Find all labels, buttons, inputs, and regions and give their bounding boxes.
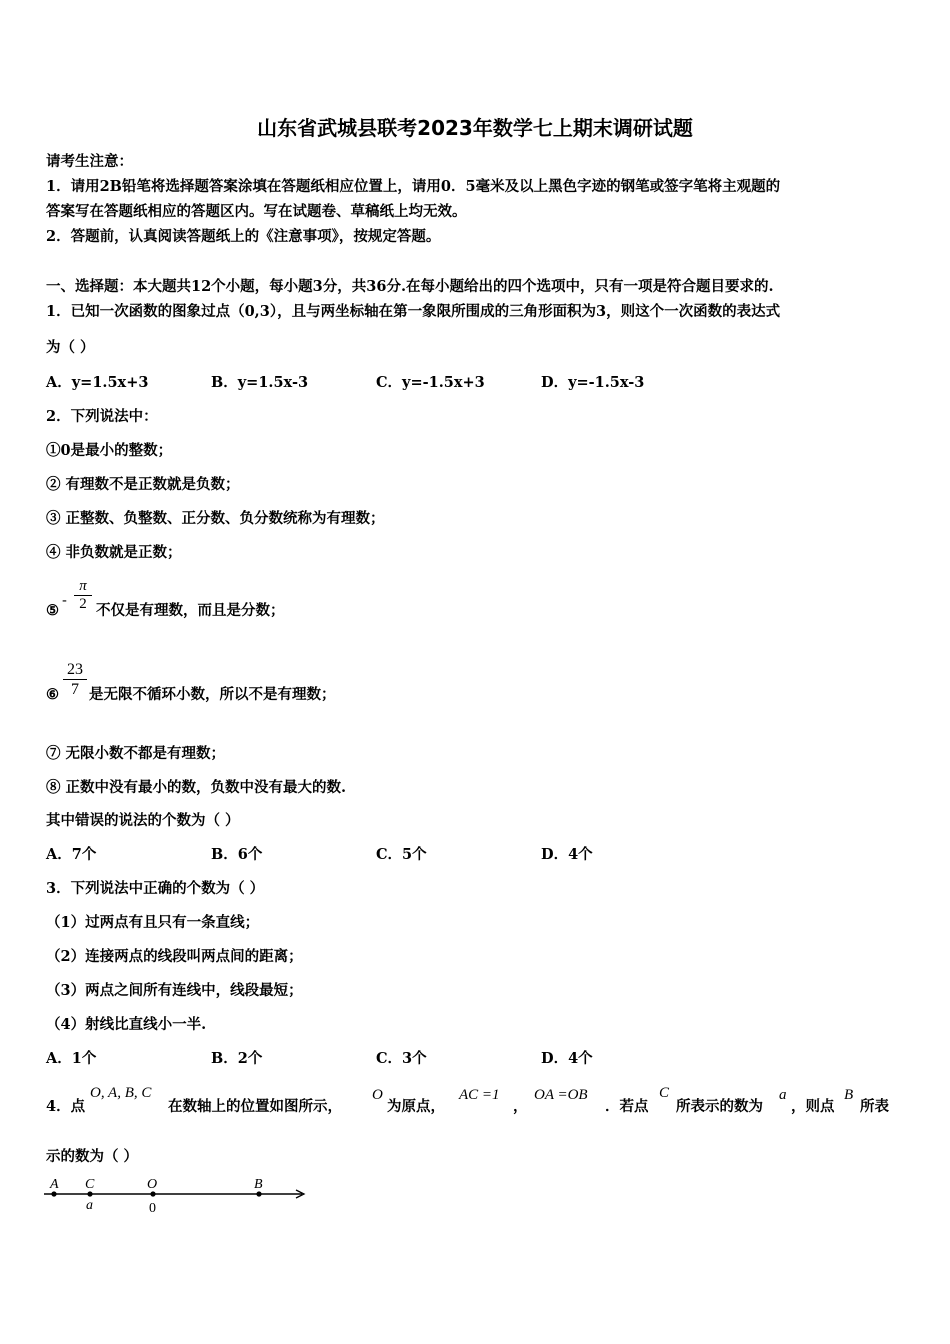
q3-option-b: B．2个 <box>211 1050 263 1067</box>
q4-text-3: 为原点， <box>387 1098 445 1115</box>
notice-line-1a: 1．请用2B铅笔将选择题答案涂填在答题纸相应位置上，请用0．5毫米及以上黑色字迹的钢笔或签字笔将主观题的 <box>46 178 781 195</box>
q4-math-oa-ob: OA =OB <box>534 1087 588 1103</box>
q1-stem-a: 1．已知一次函数的图象过点（0,3），且与两坐标轴在第一象限所围成的三角形面积为3，则这个一次函数的表达式 <box>46 303 781 320</box>
q2-statement-6-mark: ⑥ <box>46 686 59 703</box>
point-o-dot <box>150 1191 155 1196</box>
q3-option-c: C．3个 <box>376 1050 427 1067</box>
q2-statement-5-neg: - <box>62 593 67 609</box>
q3-stem: 3．下列说法中正确的个数为（ ） <box>46 880 265 897</box>
q2-option-c: C．5个 <box>376 846 427 863</box>
q2-statement-6-text: 是无限不循环小数，所以不是有理数； <box>89 686 336 703</box>
notice-heading: 请考生注意： <box>46 153 133 170</box>
fraction-denominator: 2 <box>79 596 87 612</box>
q1-stem-b: 为（ ） <box>46 339 95 356</box>
q4-math-b: B <box>844 1087 854 1103</box>
label-o-value: 0 <box>149 1201 156 1216</box>
q4-text-6: 所表示的数为 <box>676 1098 763 1115</box>
q4-math-ac: AC =1 <box>459 1087 500 1103</box>
q1-option-c: C．y=-1.5x+3 <box>376 374 485 391</box>
q2-statement-5-text: 不仅是有理数，而且是分数； <box>96 602 285 619</box>
q3-statement-1: （1）过两点有且只有一条直线； <box>46 914 260 931</box>
q2-option-b: B．6个 <box>211 846 263 863</box>
q4-math-c: C <box>659 1085 670 1101</box>
fraction-denominator: 7 <box>71 681 79 698</box>
label-a: A <box>50 1177 59 1192</box>
q3-statement-3: （3）两点之间所有连线中，线段最短； <box>46 982 303 999</box>
q3-option-a: A．1个 <box>46 1050 97 1067</box>
notice-line-2: 2．答题前，认真阅读答题纸上的《注意事项》，按规定答题。 <box>46 228 441 245</box>
q2-stem: 2．下列说法中： <box>46 408 158 425</box>
q4-text-4: ， <box>513 1098 528 1115</box>
point-a-dot <box>51 1191 56 1196</box>
q2-statement-5-fraction <box>74 578 92 613</box>
q2-statement-8: ⑧ 正数中没有最小的数，负数中没有最大的数. <box>46 779 347 796</box>
q3-statement-2: （2）连接两点的线段叫两点间的距离； <box>46 948 303 965</box>
q2-statement-6-fraction <box>63 660 87 699</box>
page-title: 山东省武城县联考2023年数学七上期末调研试题 <box>257 116 693 140</box>
q4-math-origin: O <box>372 1087 383 1103</box>
q3-option-d: D．4个 <box>541 1050 593 1067</box>
q4-text-8: 所表 <box>860 1098 889 1115</box>
q4-math-points: O, A, B, C <box>90 1085 152 1101</box>
q3-statement-4: （4）射线比直线小一半. <box>46 1016 207 1033</box>
q4-math-a: a <box>779 1087 787 1103</box>
section-heading: 一、选择题：本大题共12个小题，每小题3分，共36分.在每小题给出的四个选项中，只有一项是符合题目要求的. <box>46 278 774 295</box>
q4-text-7: ，则点 <box>791 1098 835 1115</box>
q4-text-5: ．若点 <box>605 1098 649 1115</box>
label-o: O <box>147 1177 158 1192</box>
q2-statement-1: ①0是最小的整数； <box>46 442 173 459</box>
q2-statement-4: ④ 非负数就是正数； <box>46 544 182 561</box>
point-b-dot <box>256 1191 261 1196</box>
number-line-figure <box>40 1172 310 1218</box>
q1-option-d: D．y=-1.5x-3 <box>541 374 645 391</box>
q2-option-a: A．7个 <box>46 846 97 863</box>
point-c-dot <box>87 1191 92 1196</box>
q4-text-1: 4．点 <box>46 1098 86 1115</box>
q4-stem-b: 示的数为（ ） <box>46 1148 139 1165</box>
q2-statement-3: ③ 正整数、负整数、正分数、负分数统称为有理数； <box>46 510 385 527</box>
label-c-value: a <box>86 1198 93 1213</box>
fraction-numerator: π <box>79 578 87 594</box>
notice-line-1b: 答案写在答题纸相应的答题区内。写在试题卷、草稿纸上均无效。 <box>46 203 467 220</box>
label-b: B <box>254 1177 263 1192</box>
q1-option-b: B．y=1.5x-3 <box>211 374 309 391</box>
fraction-numerator: 23 <box>67 661 83 678</box>
label-c: C <box>85 1177 95 1192</box>
q1-option-a: A．y=1.5x+3 <box>46 374 149 391</box>
q2-option-d: D．4个 <box>541 846 593 863</box>
q2-statement-7: ⑦ 无限小数不都是有理数； <box>46 745 226 762</box>
q4-text-2: 在数轴上的位置如图所示， <box>168 1098 342 1115</box>
q2-statement-5-mark: ⑤ <box>46 602 59 619</box>
q2-ask: 其中错误的说法的个数为（ ） <box>46 812 240 829</box>
q2-statement-2: ② 有理数不是正数就是负数； <box>46 476 240 493</box>
